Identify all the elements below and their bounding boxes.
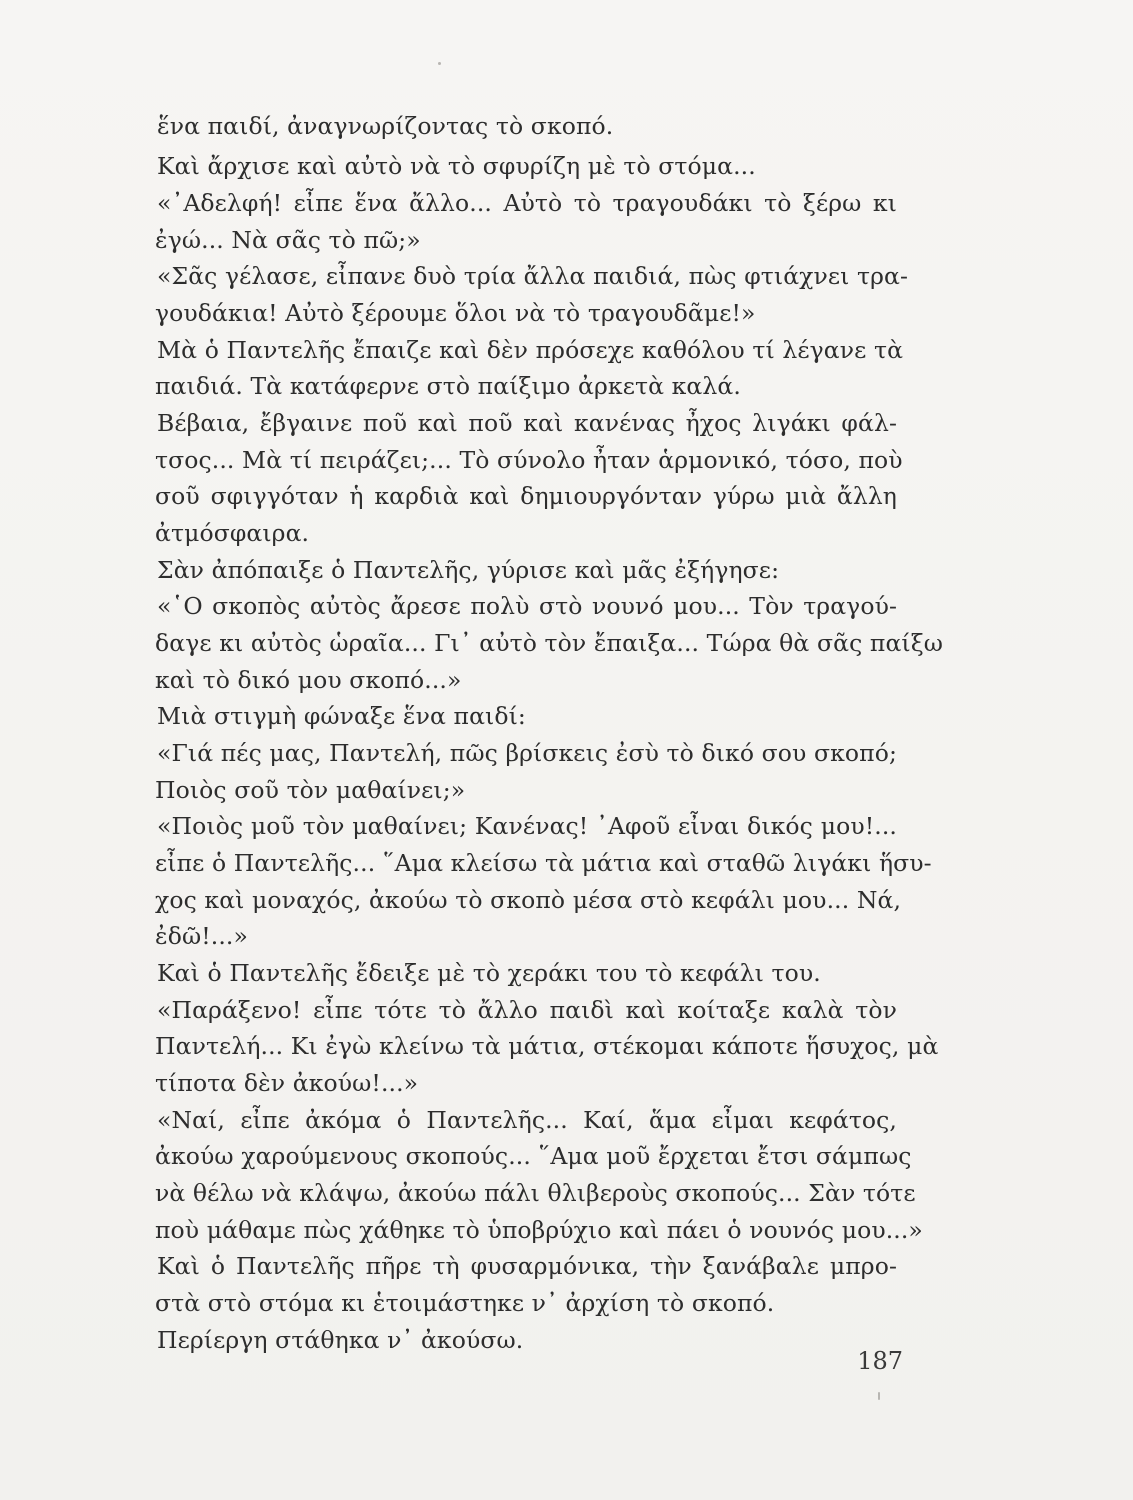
text-line: ἀκούω χαρούμενους σκοπούς... ῞Αμα μοῦ ἔρχεται ἔτσι σάμπως: [155, 1142, 912, 1170]
text-line: ἐγώ... Νὰ σᾶς τὸ πῶ;»: [155, 226, 421, 254]
text-line: Περίεργη στάθηκα ν᾽ ἀκούσω.: [157, 1326, 524, 1354]
paper-speck: [878, 1392, 880, 1400]
text-line: γουδάκια! Αὐτὸ ξέρουμε ὅλοι νὰ τὸ τραγουδᾶμε!»: [155, 299, 756, 327]
text-line: Βέβαια, ἔβγαινε ποῦ καὶ ποῦ καὶ κανένας ἦχος λιγάκι φάλ-: [157, 409, 897, 437]
text-line: «Ποιὸς μοῦ τὸν μαθαίνει; Κανένας! ᾽Αφοῦ εἶναι δικός μου!...: [157, 812, 897, 840]
text-line: δαγε κι αὐτὸς ὡραῖα... Γι᾽ αὐτὸ τὸν ἔπαιξα... Τώρα θὰ σᾶς παίξω: [155, 629, 944, 657]
text-line: Σὰν ἀπόπαιξε ὁ Παντελῆς, γύρισε καὶ μᾶς ἐξήγησε:: [157, 556, 780, 584]
text-line: «Ναί, εἶπε ἀκόμα ὁ Παντελῆς... Καί, ἅμα εἶμαι κεφάτος,: [157, 1106, 897, 1134]
text-line: «Γιά πές μας, Παντελή, πῶς βρίσκεις ἐσὺ τὸ δικό σου σκοπό;: [157, 739, 897, 767]
text-line: στὰ στὸ στόμα κι ἑτοιμάστηκε ν᾽ ἀρχίση τὸ σκοπό.: [155, 1289, 775, 1317]
text-line: «῾Ο σκοπὸς αὐτὸς ἄρεσε πολὺ στὸ νουνό μου... Τὸν τραγού-: [157, 592, 897, 620]
text-line: Καὶ ὁ Παντελῆς ἔδειξε μὲ τὸ χεράκι του τὸ κεφάλι του.: [157, 959, 821, 987]
page-number: 187: [857, 1347, 903, 1375]
text-line: παιδιά. Τὰ κατάφερνε στὸ παίξιμο ἀρκετὰ καλά.: [155, 372, 741, 400]
text-line: Μὰ ὁ Παντελῆς ἔπαιζε καὶ δὲν πρόσεχε καθόλου τί λέγανε τὰ: [157, 336, 904, 364]
text-line: Ποιὸς σοῦ τὸν μαθαίνει;»: [155, 776, 466, 804]
text-line: ἕνα παιδί, ἀναγνωρίζοντας τὸ σκοπό.: [157, 112, 614, 140]
text-line: ποὺ μάθαμε πὼς χάθηκε τὸ ὑποβρύχιο καὶ πάει ὁ νουνός μου...»: [155, 1216, 923, 1244]
text-line: εἶπε ὁ Παντελῆς... ῞Αμα κλείσω τὰ μάτια καὶ σταθῶ λιγάκι ἥσυ-: [155, 849, 932, 877]
text-line: τίποτα δὲν ἀκούω!...»: [155, 1069, 419, 1097]
paper-speck: [438, 62, 441, 65]
text-line: χος καὶ μοναχός, ἀκούω τὸ σκοπὸ μέσα στὸ κεφάλι μου... Νά,: [155, 886, 902, 914]
text-line: ἐδῶ!...»: [155, 922, 248, 950]
text-line: νὰ θέλω νὰ κλάψω, ἀκούω πάλι θλιβεροὺς σκοπούς... Σὰν τότε: [155, 1179, 916, 1207]
text-line: Καὶ ὁ Παντελῆς πῆρε τὴ φυσαρμόνικα, τὴν ξανάβαλε μπρο-: [157, 1252, 897, 1280]
text-line: ἀτμόσφαιρα.: [155, 519, 310, 547]
text-line: «Παράξενο! εἶπε τότε τὸ ἄλλο παιδὶ καὶ κοίταξε καλὰ τὸν: [157, 996, 897, 1024]
text-line: καὶ τὸ δικό μου σκοπό...»: [155, 666, 462, 694]
text-line: «᾽Αδελφή! εἶπε ἕνα ἄλλο... Αὐτὸ τὸ τραγουδάκι τὸ ξέρω κι: [157, 189, 897, 217]
text-line: Μιὰ στιγμὴ φώναξε ἕνα παιδί:: [157, 702, 526, 730]
text-line: Καὶ ἄρχισε καὶ αὐτὸ νὰ τὸ σφυρίζη μὲ τὸ στόμα...: [157, 152, 756, 180]
text-line: «Σᾶς γέλασε, εἶπανε δυὸ τρία ἄλλα παιδιά, πὼς φτιάχνει τρα-: [157, 262, 909, 290]
text-line: τσος... Μὰ τί πειράζει;... Τὸ σύνολο ἦταν ἁρμονικό, τόσο, ποὺ: [155, 446, 903, 474]
text-line: σοῦ σφιγγόταν ἡ καρδιὰ καὶ δημιουργόνταν γύρω μιὰ ἄλλη: [155, 482, 897, 510]
text-line: Παντελή... Κι ἐγὼ κλείνω τὰ μάτια, στέκομαι κάποτε ἥσυχος, μὰ: [155, 1032, 939, 1060]
